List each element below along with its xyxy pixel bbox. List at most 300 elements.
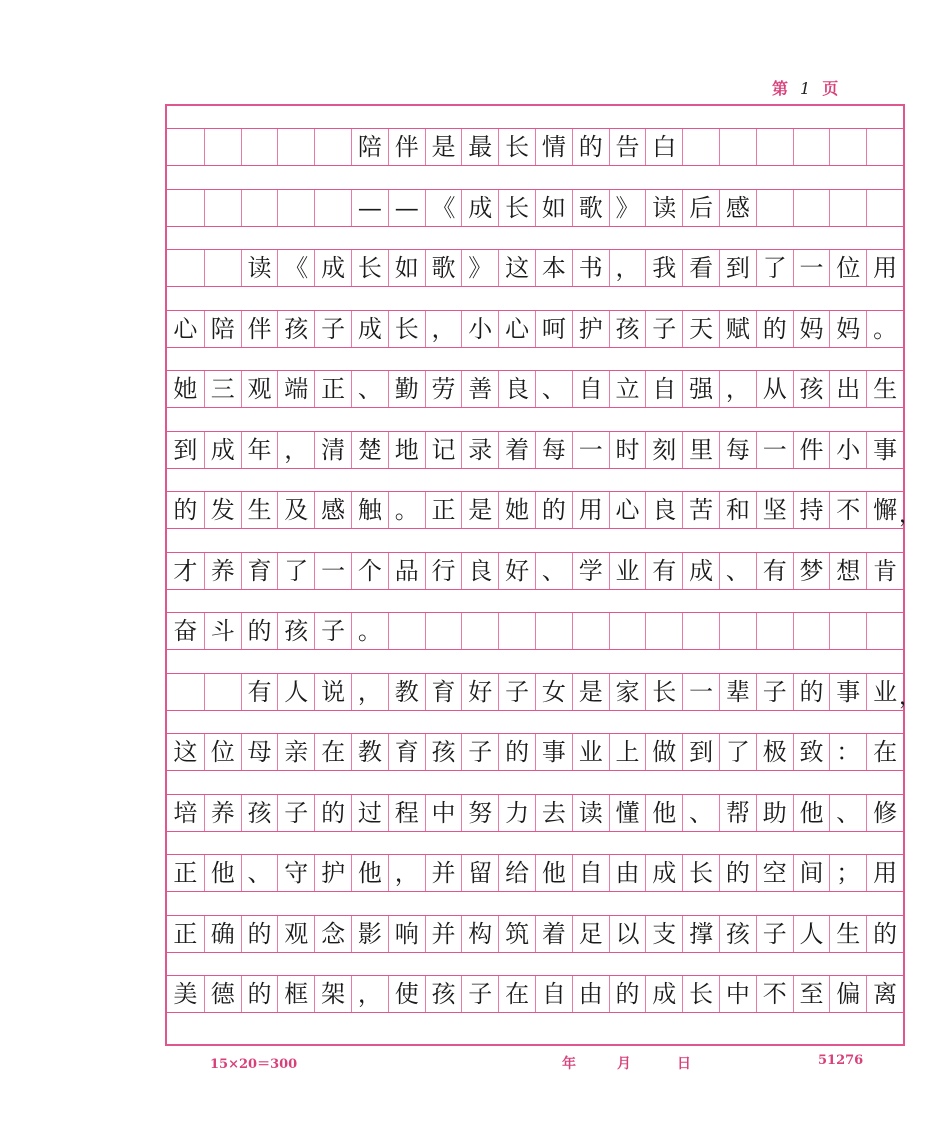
grid-cell: 录 (461, 432, 498, 468)
grid-cell: 到 (173, 435, 198, 464)
grid-cell: 感 (314, 492, 351, 528)
grid-spec-label: 15×20＝300 (210, 1057, 298, 1072)
grid-cell: ， (609, 250, 646, 286)
grid-cell (241, 129, 278, 165)
grid-cell: 并 (425, 916, 462, 952)
grid-cell: 孩 (277, 613, 314, 649)
grid-cell: 勤 (388, 371, 425, 407)
page-number-label (772, 76, 840, 99)
grid-cell: 的 (314, 795, 351, 831)
grid-cell: 子 (645, 311, 682, 347)
grid-cell: 如 (388, 250, 425, 286)
grid-cell: 陪 (204, 311, 241, 347)
grid-cell: 《 (425, 190, 462, 226)
grid-cell: ： (829, 734, 866, 770)
grid-cell: 从 (756, 371, 793, 407)
grid-cell: 影 (351, 916, 388, 952)
grid-cell: 过 (351, 795, 388, 831)
grid-cell: 苦 (682, 492, 719, 528)
grid-cell: 的 (241, 976, 278, 1012)
grid-cell: 的 (793, 674, 830, 710)
grid-cell: 、 (719, 553, 756, 589)
grid-cell: 她 (498, 492, 535, 528)
grid-cell: 用 (866, 250, 903, 286)
grid-cell (719, 129, 756, 165)
grid-cell: 楚 (351, 432, 388, 468)
grid-cell (388, 613, 425, 649)
grid-cell: 做 (645, 734, 682, 770)
grid-cell: ， (388, 855, 425, 891)
grid-cell: 正 (425, 492, 462, 528)
grid-cell: 孩 (425, 976, 462, 1012)
grid-cell: 。 (866, 311, 903, 347)
grid-cell: 着 (498, 432, 535, 468)
grid-cell: 陪 (351, 129, 388, 165)
grid-cell: 人 (277, 674, 314, 710)
grid-cell: 她 (173, 375, 198, 403)
grid-cell: 善 (461, 371, 498, 407)
grid-cell: 本 (535, 250, 572, 286)
grid-cell: 家 (609, 674, 646, 710)
grid-cell: 空 (756, 855, 793, 891)
grid-cell: 歌 (425, 250, 462, 286)
grid-cell: 美 (173, 980, 198, 1008)
grid-cell: 有 (645, 553, 682, 589)
grid-cell: 梦 (793, 553, 830, 589)
grid-cell: 的 (535, 492, 572, 528)
grid-cell: 孩 (719, 916, 756, 952)
grid-cell: 生 (829, 916, 866, 952)
grid-cell: 地 (388, 432, 425, 468)
grid-cell: 并 (425, 855, 462, 891)
grid-cell: 行 (425, 553, 462, 589)
grid-cell (793, 613, 830, 649)
grid-cell: 良 (498, 371, 535, 407)
grid-cell: 长 (682, 976, 719, 1012)
grid-cell: 育 (425, 674, 462, 710)
grid-cell: 了 (277, 553, 314, 589)
grid-cell: 他 (204, 855, 241, 891)
grid-cell: 呵 (535, 311, 572, 347)
grid-cell: 读 (241, 250, 278, 286)
grid-cell: 间 (793, 855, 830, 891)
grid-cell (204, 250, 241, 286)
grid-cell: 在 (866, 734, 903, 770)
grid-cell (829, 613, 866, 649)
grid-cell (756, 190, 793, 226)
grid-cell: 长 (645, 674, 682, 710)
grid-cell: 一 (314, 553, 351, 589)
grid-cell: 坚 (756, 492, 793, 528)
grid-cell (204, 674, 241, 710)
grid-cell: 及 (277, 492, 314, 528)
grid-cell: 子 (314, 311, 351, 347)
grid-cell (535, 613, 572, 649)
grid-cell: 心 (173, 314, 198, 343)
grid-cell: 孩 (277, 311, 314, 347)
grid-cell: 孩 (241, 795, 278, 831)
grid-cell: 伴 (388, 129, 425, 165)
margin-overflow-char: ， (898, 684, 921, 710)
grid-cell: 业 (866, 674, 903, 710)
grid-cell: 中 (719, 976, 756, 1012)
grid-cell: 至 (793, 976, 830, 1012)
grid-cell: ， (425, 311, 462, 347)
grid-cell: 修 (866, 795, 903, 831)
date-day-label: 日 (677, 1056, 691, 1072)
grid-cell: 端 (277, 371, 314, 407)
grid-cell: 情 (535, 129, 572, 165)
grid-cell: 心 (498, 311, 535, 347)
grid-row (167, 552, 903, 590)
grid-cell: 子 (277, 795, 314, 831)
grid-cell: 他 (645, 795, 682, 831)
grid-cell: 子 (314, 613, 351, 649)
grid-cell: 一 (793, 250, 830, 286)
sheet-code-label: 51276 (818, 1053, 864, 1068)
manuscript-grid-sheet (165, 104, 921, 1046)
grid-cell: 生 (241, 492, 278, 528)
grid-cell: 、 (351, 371, 388, 407)
grid-cell: 、 (241, 855, 278, 891)
grid-cell: 赋 (719, 311, 756, 347)
grid-cell: 中 (425, 795, 462, 831)
grid-row (167, 189, 903, 227)
grid-cell: 养 (204, 553, 241, 589)
grid-cell: 正 (173, 859, 198, 887)
grid-row (167, 612, 903, 650)
grid-cell: 教 (388, 674, 425, 710)
grid-row (167, 975, 903, 1013)
grid-cell: 和 (719, 492, 756, 528)
grid-cell: 他 (793, 795, 830, 831)
grid-cell: 正 (173, 919, 198, 948)
grid-cell (277, 129, 314, 165)
grid-cell: 个 (351, 553, 388, 589)
grid-cell: 确 (204, 916, 241, 952)
grid-cell: 告 (609, 129, 646, 165)
grid-cell: 养 (204, 795, 241, 831)
grid-cell: 撑 (682, 916, 719, 952)
grid-cell: 在 (498, 976, 535, 1012)
grid-cell: 发 (204, 492, 241, 528)
grid-cell: 后 (682, 190, 719, 226)
grid-cell (314, 190, 351, 226)
grid-cell: 用 (572, 492, 609, 528)
grid-cell (277, 190, 314, 226)
grid-cell (682, 613, 719, 649)
grid-cell (167, 129, 204, 165)
date-year-label: 年 (562, 1056, 576, 1072)
grid-cell: 斗 (204, 613, 241, 649)
grid-cell: 响 (388, 916, 425, 952)
grid-cell: 筑 (498, 916, 535, 952)
grid-cell: 成 (351, 311, 388, 347)
grid-cell: 劳 (425, 371, 462, 407)
grid-cell (756, 129, 793, 165)
grid-cell: 生 (866, 371, 903, 407)
grid-cell: 、 (829, 795, 866, 831)
grid-cell: 德 (204, 976, 241, 1012)
grid-cell: 、 (535, 371, 572, 407)
grid-cell: 成 (204, 432, 241, 468)
grid-cell: 这 (498, 250, 535, 286)
grid-cell: 自 (645, 371, 682, 407)
grid-cell: 良 (645, 492, 682, 528)
grid-cell: 我 (645, 250, 682, 286)
grid-cell: 帮 (719, 795, 756, 831)
margin-overflow-char: ， (898, 503, 921, 528)
grid-cell: 。 (351, 613, 388, 649)
grid-cell: 里 (682, 432, 719, 468)
grid-cell: 自 (535, 976, 572, 1012)
grid-cell: 的 (572, 129, 609, 165)
grid-cell: 事 (535, 734, 572, 770)
grid-cell: 记 (425, 432, 462, 468)
grid-cell: 清 (314, 432, 351, 468)
grid-cell: 子 (756, 916, 793, 952)
grid-cell: ， (351, 674, 388, 710)
grid-cell: 歌 (572, 190, 609, 226)
grid-cell: 努 (461, 795, 498, 831)
grid-row (167, 431, 903, 469)
page-prefix: 第 (772, 79, 791, 98)
grid-cell (498, 613, 535, 649)
grid-cell: 白 (645, 129, 682, 165)
grid-cell (204, 190, 241, 226)
grid-cell: 守 (277, 855, 314, 891)
grid-cell: 件 (793, 432, 830, 468)
grid-cell: 事 (829, 674, 866, 710)
grid-cell: 使 (388, 976, 425, 1012)
grid-cell: — (388, 190, 425, 226)
grid-cell: 每 (719, 432, 756, 468)
grid-cell: 观 (277, 916, 314, 952)
grid-cell: 触 (351, 492, 388, 528)
grid-cell: 教 (351, 734, 388, 770)
grid-cell: 着 (535, 916, 572, 952)
page-suffix: 页 (822, 79, 841, 98)
grid-cell: 刻 (645, 432, 682, 468)
grid-cell: 孩 (425, 734, 462, 770)
grid-cell: 留 (461, 855, 498, 891)
grid-cell: 长 (498, 129, 535, 165)
grid-cell: 在 (314, 734, 351, 770)
grid-row (167, 673, 921, 711)
grid-cell (314, 129, 351, 165)
grid-cell: — (351, 190, 388, 226)
grid-cell: 出 (829, 371, 866, 407)
grid-cell: ， (351, 976, 388, 1012)
grid-cell: 懂 (609, 795, 646, 831)
grid-cell: 懈 (866, 492, 903, 528)
grid-cell: 的 (609, 976, 646, 1012)
grid-cell: 程 (388, 795, 425, 831)
grid-cell: 品 (388, 553, 425, 589)
grid-cell: 上 (609, 734, 646, 770)
grid-cell: 孩 (793, 371, 830, 407)
grid-cell: 长 (498, 190, 535, 226)
grid-cell: 女 (535, 674, 572, 710)
grid-cell: 天 (682, 311, 719, 347)
grid-cell: 、 (682, 795, 719, 831)
grid-cell: 到 (719, 250, 756, 286)
grid-cell: 孩 (609, 311, 646, 347)
grid-cell: 由 (609, 855, 646, 891)
grid-cell: 。 (388, 492, 425, 528)
grid-cell: 心 (609, 492, 646, 528)
grid-cell: 偏 (829, 976, 866, 1012)
grid-cell: 如 (535, 190, 572, 226)
grid-cell: ； (829, 855, 866, 891)
grid-cell (204, 129, 241, 165)
grid-cell (167, 674, 204, 710)
grid-cell: 读 (572, 795, 609, 831)
grid-cell: 子 (756, 674, 793, 710)
grid-cell: 的 (173, 496, 198, 524)
grid-cell: 构 (461, 916, 498, 952)
grid-cell (793, 190, 830, 226)
grid-cell: 观 (241, 371, 278, 407)
grid-row (167, 794, 903, 832)
grid-row (167, 370, 903, 408)
grid-row (167, 491, 921, 529)
grid-cell: 看 (682, 250, 719, 286)
grid-cell: 说 (314, 674, 351, 710)
grid-cell: 好 (461, 674, 498, 710)
grid-cell: 肯 (866, 553, 903, 589)
grid-cell: 感 (719, 190, 756, 226)
grid-cell: 奋 (173, 617, 198, 645)
grid-cell: 自 (572, 371, 609, 407)
grid-cell (682, 129, 719, 165)
grid-cell: 这 (173, 738, 198, 766)
grid-cell: 年 (241, 432, 278, 468)
grid-cell: 是 (461, 492, 498, 528)
date-month-label: 月 (617, 1056, 631, 1072)
grid-cell (461, 613, 498, 649)
grid-cell: 给 (498, 855, 535, 891)
grid-row (167, 249, 903, 287)
grid-cell: 护 (314, 855, 351, 891)
grid-cell: 成 (461, 190, 498, 226)
grid-cell: 框 (277, 976, 314, 1012)
grid-cell (756, 613, 793, 649)
grid-cell (425, 613, 462, 649)
grid-cell: 致 (793, 734, 830, 770)
grid-cell: 以 (609, 916, 646, 952)
grid-cell (719, 613, 756, 649)
grid-cell: 育 (241, 553, 278, 589)
grid-cell: 位 (204, 734, 241, 770)
grid-cell (829, 190, 866, 226)
grid-cell: 支 (645, 916, 682, 952)
grid-cell: 助 (756, 795, 793, 831)
grid-cell: 《 (277, 250, 314, 286)
grid-cell: 学 (572, 553, 609, 589)
grid-cell: 三 (204, 371, 241, 407)
grid-cell: ， (719, 371, 756, 407)
grid-cell: 业 (572, 734, 609, 770)
grid-cell (645, 613, 682, 649)
grid-cell: 是 (425, 129, 462, 165)
grid-cell: 了 (756, 250, 793, 286)
grid-cell: 一 (682, 674, 719, 710)
grid-cell: 的 (719, 855, 756, 891)
grid-cell: 有 (241, 674, 278, 710)
grid-cell (793, 129, 830, 165)
grid-cell: 的 (756, 311, 793, 347)
grid-cell: 不 (829, 492, 866, 528)
grid-cell: 架 (314, 976, 351, 1012)
grid-cell: 一 (572, 432, 609, 468)
grid-cell: 他 (351, 855, 388, 891)
grid-cell (829, 129, 866, 165)
grid-cell (167, 190, 204, 226)
grid-cell: 伴 (241, 311, 278, 347)
grid-cell: 子 (461, 976, 498, 1012)
grid-cell: 的 (241, 613, 278, 649)
grid-cell: 他 (535, 855, 572, 891)
grid-cell: 长 (351, 250, 388, 286)
grid-cell: 念 (314, 916, 351, 952)
grid-cell: 培 (173, 798, 198, 827)
grid-cell: 长 (388, 311, 425, 347)
grid-cell (866, 613, 903, 649)
grid-cell: 》 (609, 190, 646, 226)
grid-cell: 去 (535, 795, 572, 831)
grid-cell: 成 (645, 855, 682, 891)
grid-cell: 力 (498, 795, 535, 831)
grid-cell: 长 (682, 855, 719, 891)
grid-cell: 最 (461, 129, 498, 165)
grid-cell: 育 (388, 734, 425, 770)
grid-cell (866, 129, 903, 165)
grid-row (167, 915, 903, 953)
grid-cell: 到 (682, 734, 719, 770)
grid-cell: 妈 (793, 311, 830, 347)
grid-cell: 人 (793, 916, 830, 952)
grid-cell: 了 (719, 734, 756, 770)
grid-cell: 的 (498, 734, 535, 770)
grid-cell: 极 (756, 734, 793, 770)
grid-cell: 子 (498, 674, 535, 710)
grid-cell: 成 (645, 976, 682, 1012)
grid-cell: 一 (756, 432, 793, 468)
grid-cell: 亲 (277, 734, 314, 770)
grid-cell: 成 (682, 553, 719, 589)
grid-cell: 有 (756, 553, 793, 589)
grid-cell: 自 (572, 855, 609, 891)
grid-cell (609, 613, 646, 649)
grid-cell: 足 (572, 916, 609, 952)
grid-cell: 不 (756, 976, 793, 1012)
grid-cell: 妈 (829, 311, 866, 347)
grid-cell: 每 (535, 432, 572, 468)
grid-cell: 用 (866, 855, 903, 891)
grid-cell (572, 613, 609, 649)
grid-cell: 时 (609, 432, 646, 468)
grid-cell: 成 (314, 250, 351, 286)
grid-cell: ， (277, 432, 314, 468)
grid-cell: 正 (314, 371, 351, 407)
grid-cell: 持 (793, 492, 830, 528)
grid-row (167, 310, 903, 348)
grid-cell: 的 (866, 916, 903, 952)
grid-cell (866, 190, 903, 226)
grid-row (167, 733, 903, 771)
grid-cell: 良 (461, 553, 498, 589)
